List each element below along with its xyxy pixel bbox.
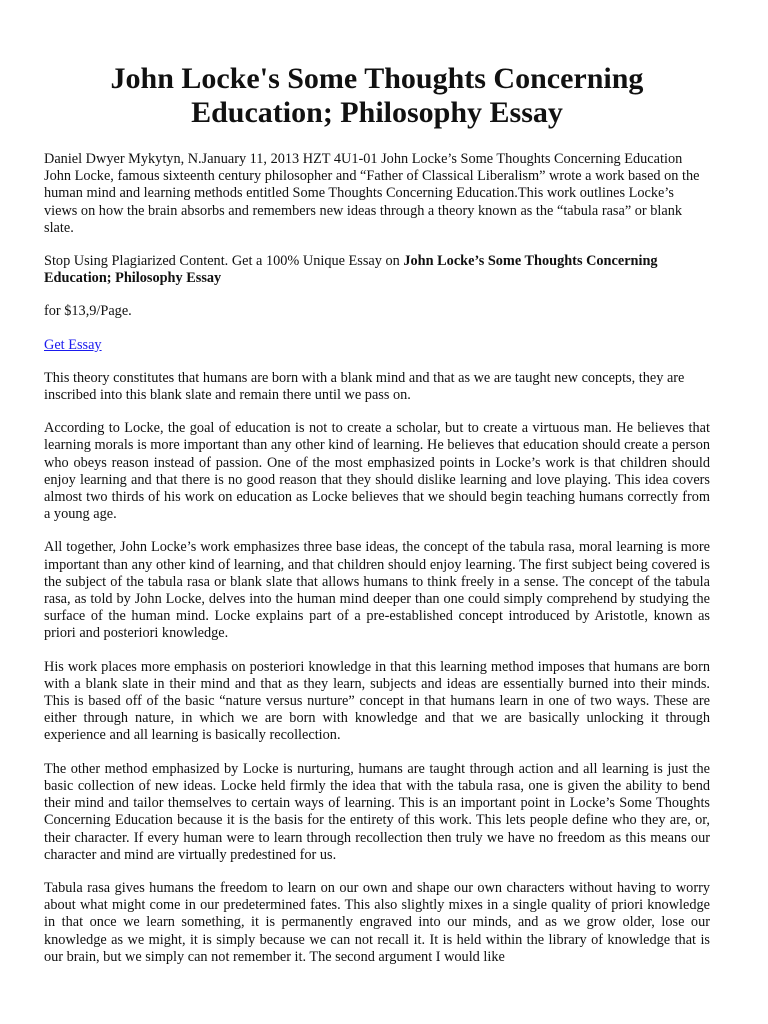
- promo-paragraph: [44, 253, 710, 287]
- body-paragraph-4: His work places more emphasis on posteriori knowledge in that this learning method imposes that humans are born with a blank slate in their mind and that as they learn, subjects and ideas are essentially burned into their minds. This is based off of the basic “nature versus nurture” concept in that humans learn in one of two ways. These are either through nature, in which we are born with knowledge and that we are basically unlocking it through experience and all learning is basically recollection.: [44, 658, 710, 744]
- get-essay-paragraph: [44, 337, 710, 354]
- body-paragraph-3: All together, John Locke’s work emphasizes three base ideas, the concept of the tabula rasa, moral learning is more important than any other kind of learning, and that children should enjoy learning. The first subject being covered is the subject of the tabula rasa or blank slate that allows humans to think freely in a sense. The concept of the tabula rasa, as told by John Locke, delves into the human mind deeper than one could simply comprehend by studying the surface of the human mind. Locke explains part of a pre-established concept introduced by Aristotle, known as priori and posteriori knowledge.: [44, 539, 710, 642]
- promo-text: Stop Using Plagiarized Content. Get a 100% Unique Essay on: [44, 253, 404, 270]
- intro-paragraph: Daniel Dwyer Mykytyn, N.January 11, 2013 HZT 4U1-01 John Locke’s Some Thoughts Concerning Education John Locke, famous sixteenth century philosopher and “Father of Classical Liberalism” wrote a work based on the human mind and learning methods entitled Some Thoughts Concerning Education.This work outlines Locke’s views on how the brain absorbs and remembers new ideas through a theory known as the “tabula rasa” or blank slate.: [44, 151, 700, 236]
- body-paragraph-2: According to Locke, the goal of education is not to create a scholar, but to create a virtuous man. He believes that learning morals is more important than any other kind of learning. He believes that education should create a person who obeys reason instead of passion. One of the most emphasized points in Locke’s work is that children should enjoy learning and that there is no good reason that they should dislike learning and love playing. This idea covers almost two thirds of his work on education as Locke believes that we should begin teaching humans correctly from a young age.: [44, 420, 710, 523]
- document-page: [44, 62, 710, 966]
- promo-essay-title: John Locke’s Some Thoughts Concerning Education; Philosophy Essay: [44, 253, 658, 287]
- body-paragraph-6: Tabula rasa gives humans the freedom to learn on our own and shape our own characters without having to worry about what might come in our predetermined fates. This also slightly mixes in a single quality of priori knowledge in that once we learn something, it is permanently engraved into our minds, and as we grow older, lose our knowledge as we might, it is simply because we can not recall it. It is held within the library of knowledge that is our brain, but we simply can not remember it. The second argument I would like: [44, 879, 710, 965]
- page-title: John Locke's Some Thoughts Concerning Education; Philosophy Essay: [110, 62, 644, 129]
- body-paragraph-1: This theory constitutes that humans are born with a blank mind and that as we are taught new concepts, they are inscribed into this blank slate and remain there until we pass on.: [44, 369, 685, 404]
- get-essay-link[interactable]: Get Essay: [44, 336, 102, 353]
- body-paragraph-5: The other method emphasized by Locke is nurturing, humans are taught through action and all learning is just the basic collection of new ideas. Locke held firmly the idea that with the tabula rasa, one is given the ability to bend their mind and tailor themselves to certain ways of learning. This is an important point in Locke’s Some Thoughts Concerning Education because it is the basis for the entirety of this work. This lets people define who they are, or, their character. If every human were to learn through recollection then truly we have no freedom as this means our character and mind are virtually predestined for us.: [44, 760, 710, 863]
- price-text: for $13,9/Page.: [44, 303, 132, 320]
